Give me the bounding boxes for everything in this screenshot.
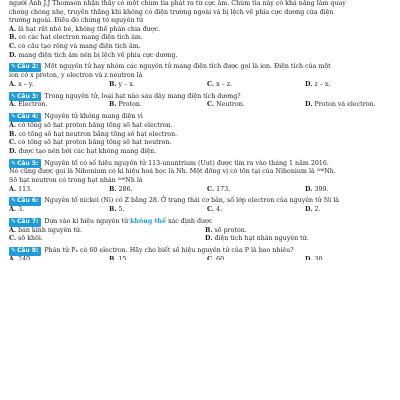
option: C. 60. <box>207 255 227 260</box>
option: B. 5. <box>109 206 125 214</box>
option: B. 15. <box>109 255 129 260</box>
question-stem: Một nguyên tử hay nhóm các nguyên tử mang điện tích được gọi là ion. Điện tích của một <box>44 63 331 71</box>
option: B. có tổng số hạt neutron bằng tổng số hạt electron. <box>9 130 178 138</box>
option: D. mang điện tích âm nên bị lệch về phía cực dương. <box>9 51 178 59</box>
option: D. 399. <box>305 185 329 193</box>
option: B. 286. <box>109 185 133 193</box>
option: A. là hạt rất nhỏ bé, không thể phân chia được. <box>9 25 161 33</box>
option: A. 113. <box>9 185 33 193</box>
question-stem: Nguyên tố có số hiệu nguyên tử 113-ununtrium (Uut) được tìm ra vào tháng 1 năm 2016. <box>44 159 329 167</box>
option: A. 3. <box>9 206 25 214</box>
question-8 <box>9 247 392 260</box>
intro-question <box>9 0 392 60</box>
question-2 <box>9 63 392 89</box>
question-tag: ✎ Câu 4: <box>9 113 41 122</box>
option: C. Neutron. <box>207 101 245 109</box>
question-tag: ✎ Câu 2: <box>9 63 41 72</box>
option: A. Electron. <box>9 101 48 109</box>
pencil-icon: ✎ <box>11 63 17 71</box>
option: D. điện tích hạt nhân nguyên tử. <box>205 235 309 243</box>
question-tag: ✎ Câu 6: <box>9 197 41 206</box>
option: D. z – x. <box>305 80 331 88</box>
option: C. 4. <box>207 206 223 214</box>
question-tag: ✎ Câu 5: <box>9 159 41 168</box>
highlighted-phrase: không thể <box>130 217 166 225</box>
pencil-icon: ✎ <box>11 217 17 225</box>
pencil-icon: ✎ <box>11 159 17 167</box>
option: D. 30. <box>305 255 325 260</box>
pencil-icon: ✎ <box>11 197 17 205</box>
option: B. y – x. <box>109 80 135 88</box>
option: C. 173. <box>207 185 231 193</box>
question-tag: ✎ Câu 3: <box>9 92 41 101</box>
pencil-icon: ✎ <box>11 247 17 255</box>
question-stem: Nguyên tố nickel (Ni) có Z bằng 28. Ở trạng thái cơ bản, số lớp electron của nguyên tử Ni là <box>44 197 339 205</box>
question-stem-line: Nó cũng được gọi là Nihonium có kí hiệu hoá học là Nh. Một đồng vị có tồn tại của Nihonium là ²⁸⁶Nh. <box>9 168 336 176</box>
question-6 <box>9 197 392 215</box>
question-3 <box>9 92 392 110</box>
intro-line: người Anh J.J Thomson nhận thấy có một chùm tia phát ra từ cực âm. Chùm tia này có khả năng làm quay <box>9 0 346 7</box>
option: D. 2. <box>305 206 321 214</box>
question-stem: Trong nguyên tử, loại hạt nào sau đây mang điện tích dương? <box>44 92 241 100</box>
option: A. 240. <box>9 255 33 260</box>
option: A. x – y. <box>9 80 34 88</box>
option: C. số khối. <box>9 235 43 243</box>
question-stem: Phân tử Pₓ có 60 electron. Hãy cho biết số hiệu nguyên tử của P là bao nhiêu? <box>44 247 294 255</box>
intro-line: chong chóng nhẹ, truyền thẳng khi không có điện trường ngoài và bị lệch về phía cực dương của điện <box>9 8 334 16</box>
question-stem-line: Số hạt neutron có trong hạt nhân ²⁸⁶Nh là <box>9 176 143 184</box>
option: A. bán kính nguyên tử. <box>9 226 82 234</box>
question-7 <box>9 218 392 244</box>
intro-line: trường ngoài. Điều đó chứng tỏ nguyên tử <box>9 17 144 25</box>
question-stem-line: ion có x proton, y electron và z neutron là <box>9 72 143 80</box>
option: C. x – z. <box>207 80 233 88</box>
option: D. được tạo nên bởi các hạt không mang điện. <box>9 147 157 155</box>
question-stem: Dựa vào kí hiệu nguyên tử không thể xác định được <box>44 217 213 225</box>
option: A. có tổng số hạt proton bằng tổng số hạt electron. <box>9 121 173 129</box>
question-5 <box>9 159 392 194</box>
question-4 <box>9 113 392 156</box>
question-tag: ✎ Câu 7: <box>9 218 41 227</box>
option: B. Proton. <box>109 101 142 109</box>
option: C. có tổng số hạt proton bằng tổng số hạt neutron. <box>9 139 172 147</box>
option: B. có các hạt electron mang điện tích âm. <box>9 34 143 42</box>
question-stem: Nguyên tử không mang điện vì <box>44 113 143 121</box>
question-tag: ✎ Câu 8: <box>9 247 41 256</box>
pencil-icon: ✎ <box>11 113 17 121</box>
pencil-icon: ✎ <box>11 92 17 100</box>
option: B. số proton. <box>205 226 247 234</box>
option: C. có cấu tạo rỗng và mang điện tích âm. <box>9 42 141 50</box>
option: D. Proton và electron. <box>305 101 376 109</box>
